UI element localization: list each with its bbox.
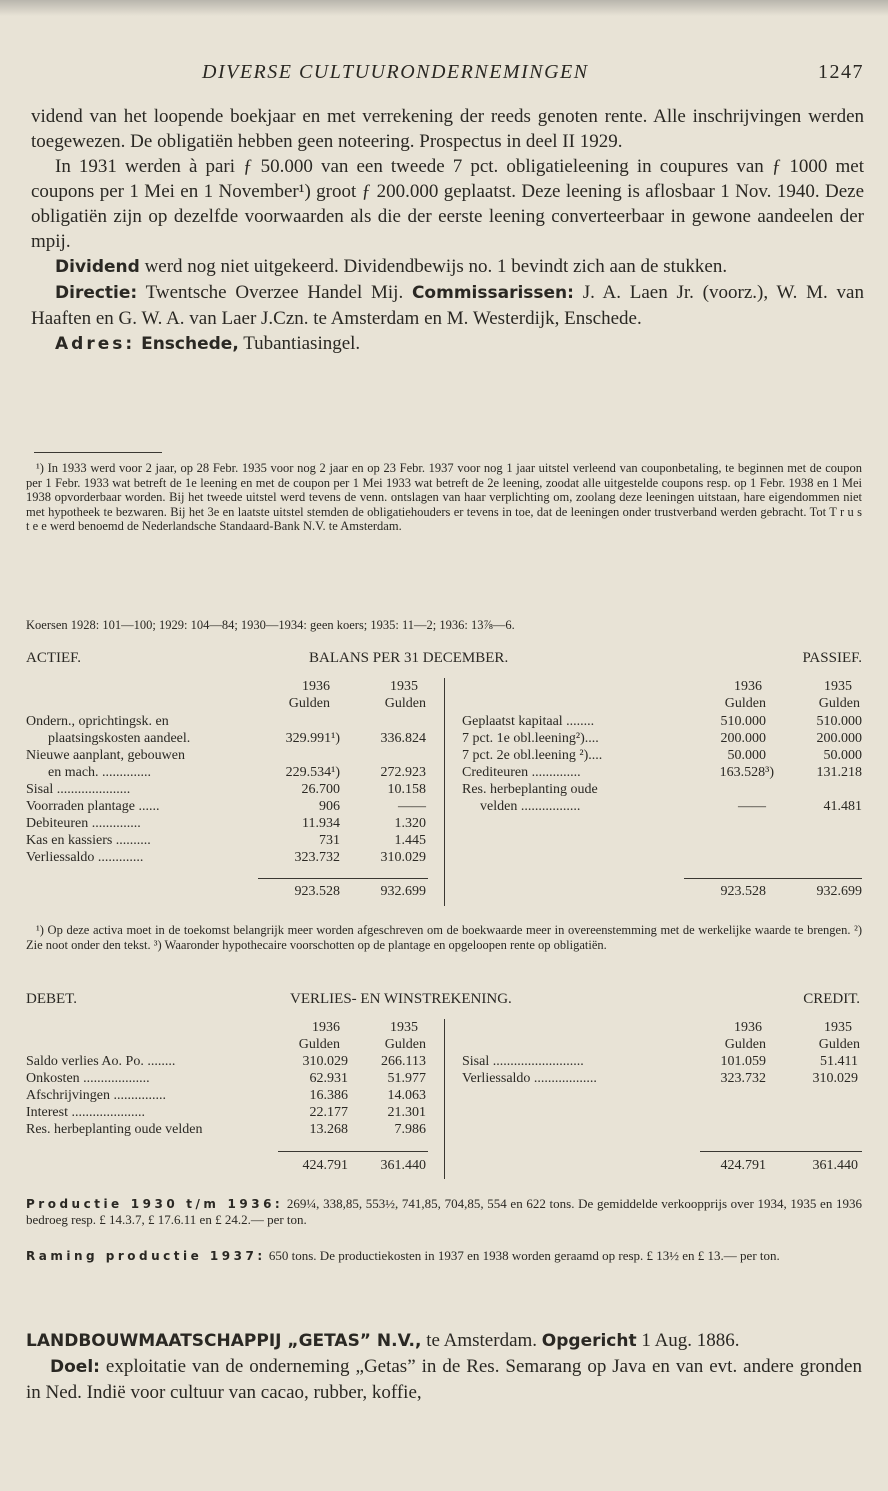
- credit-year-1935: 1935: [824, 1020, 852, 1035]
- page-number: 1247: [818, 61, 864, 83]
- passief-row-label: 7 pct. 2e obl.leening ²)....: [462, 748, 603, 763]
- commissarissen-label: Commissarissen:: [411, 283, 574, 303]
- adres-text: Tubantiasingel.: [238, 333, 361, 354]
- actief-total-rule: [258, 878, 428, 879]
- credit-total-1935: 361.440: [812, 1158, 858, 1173]
- profit-loss-account: [0, 991, 888, 1181]
- paragraph-dividend: [31, 254, 864, 280]
- dividend-label: Dividend: [55, 257, 140, 277]
- actief-row-label: Kas en kassiers ..........: [26, 833, 151, 848]
- intro-text: [31, 104, 864, 357]
- productie-label: Productie 1930 t/m 1936:: [26, 1197, 284, 1211]
- credit-row-value-1936: 101.059: [720, 1054, 766, 1069]
- running-title: DIVERSE CULTUURONDERNEMINGEN: [202, 61, 589, 83]
- footnote-rule: [34, 452, 162, 453]
- passief-heading: PASSIEF.: [802, 650, 862, 666]
- koersen-text: Koersen 1928: 101—100; 1929: 104—84; 1930—1934: geen koers; 1935: 11—2; 1936: 13⅞—6.: [26, 618, 515, 632]
- debet-unit-1935: Gulden: [384, 1037, 426, 1052]
- debet-row-value-1935: 21.301: [387, 1105, 426, 1120]
- actief-row-label: en mach. ..............: [48, 765, 152, 780]
- paragraph-directie: [31, 280, 864, 331]
- adres-city: Enschede,: [135, 334, 239, 354]
- debet-row-label: Interest .....................: [26, 1105, 145, 1120]
- raming-text: 650 tons. De productiekosten in 1937 en 1938 worden geraamd op resp. £ 13½ en £ 13.— per ton.: [265, 1248, 780, 1263]
- debet-year-1935: 1935: [390, 1020, 418, 1035]
- passief-row-value-1935: 131.218: [816, 765, 862, 780]
- paragraph-second-loan: In 1931 werden à pari ƒ 50.000 van een tweede 7 pct. obligatieleening in coupures van ƒ 1000 met coupons per 1 Mei en 1 November¹) groot ƒ 200.000 geplaatst. Deze leening is aflosbaar 1 Nov. 1940. Deze obligatiën zijn op dezelfde voorwaarden als die der eerste leening converteerbaar in gewone aandeelen der mpij.: [31, 156, 864, 252]
- actief-total-1935: 932.699: [380, 884, 426, 899]
- raming-line: [26, 1248, 862, 1264]
- actief-row-label: Sisal .....................: [26, 782, 131, 797]
- actief-heading: ACTIEF.: [26, 650, 82, 666]
- passief-unit-1936: Gulden: [724, 696, 766, 711]
- debet-unit-1936: Gulden: [298, 1037, 340, 1052]
- balance-divider: [444, 678, 445, 906]
- passief-total-rule: [684, 878, 862, 879]
- credit-total-rule: [700, 1151, 862, 1152]
- productie-text: 269¼, 338,85, 553½, 741,85, 704,85, 554 en 622 tons. De gemiddelde verkoopprijs over 1934, 1935 en 1936 bedroeg resp. £ 14.3.7, £ 17.6.11 en £ 24.2.— per ton.: [26, 1196, 862, 1227]
- actief-row-value-1935: 10.158: [387, 782, 426, 797]
- credit-year-1936: 1936: [734, 1020, 762, 1035]
- balance-sheet: [0, 650, 888, 910]
- actief-unit-1935: Gulden: [384, 696, 426, 711]
- credit-row-value-1935: 310.029: [812, 1071, 858, 1086]
- actief-row-value-1935: 1.445: [394, 833, 426, 848]
- getas-section: [26, 1328, 862, 1405]
- debet-row-value-1935: 266.113: [381, 1054, 426, 1069]
- dividend-text: werd nog niet uitgekeerd. Dividendbewijs no. 1 bevindt zich aan de stukken.: [139, 256, 728, 277]
- passief-year-1935: 1935: [824, 679, 852, 694]
- actief-row-label: Voorraden plantage ......: [26, 799, 160, 814]
- credit-heading: CREDIT.: [803, 991, 860, 1007]
- doel-text: exploitatie van de onderneming „Getas” in de Res. Semarang op Java en van evt. andere gronden in Ned. Indië voor cultuur van cacao, rubber, koffie,: [26, 1356, 862, 1403]
- passief-row-value-1936: 50.000: [727, 748, 766, 763]
- debet-row-value-1936: 16.386: [309, 1088, 348, 1103]
- debet-row-value-1936: 13.268: [309, 1122, 348, 1137]
- paragraph-prospectus: vidend van het loopende boekjaar en met verrekening der reeds genoten rente. Alle inschrijvingen werden toegewezen. De obligatiën hebben geen noteering. Prospectus in deel II 1929.: [31, 106, 864, 152]
- doel-label: Doel:: [50, 1357, 100, 1377]
- passief-row-label: 7 pct. 1e obl.leening²)....: [462, 731, 599, 746]
- opgericht-text: 1 Aug. 1886.: [636, 1330, 740, 1351]
- profit-loss-divider: [444, 1019, 445, 1179]
- getas-name: LANDBOUWMAATSCHAPPIJ „GETAS” N.V.,: [26, 1331, 422, 1351]
- passief-row-label: velden .................: [480, 799, 581, 814]
- actief-year-1935: 1935: [390, 679, 418, 694]
- profit-loss-heading: VERLIES- EN WINSTREKENING.: [290, 991, 512, 1007]
- scan-edge: [0, 0, 888, 16]
- debet-total-1935: 361.440: [380, 1158, 426, 1173]
- actief-row-value-1936: 229.534¹): [285, 765, 340, 780]
- debet-year-1936: 1936: [312, 1020, 340, 1035]
- actief-row-value-1936: 731: [319, 833, 340, 848]
- debet-total-1936: 424.791: [302, 1158, 348, 1173]
- actief-row-label: Verliessaldo .............: [26, 850, 144, 865]
- adres-label: Adres:: [55, 334, 136, 354]
- passief-row-value-1935: 50.000: [823, 748, 862, 763]
- passief-row-label: Res. herbeplanting oude: [462, 782, 598, 797]
- actief-row-value-1936: 323.732: [294, 850, 340, 865]
- passief-row-value-1936: 200.000: [720, 731, 766, 746]
- footnote-coupons: [26, 461, 862, 534]
- debet-row-value-1935: 14.063: [387, 1088, 426, 1103]
- debet-row-value-1936: 310.029: [302, 1054, 348, 1069]
- debet-heading: DEBET.: [26, 991, 77, 1007]
- passief-row-label: Crediteuren ..............: [462, 765, 581, 780]
- paragraph-adres: [31, 331, 864, 357]
- koersen-line: [26, 618, 862, 633]
- passief-total-1936: 923.528: [720, 884, 766, 899]
- passief-row-value-1936: ——: [738, 799, 766, 814]
- credit-row-label: Sisal ..........................: [462, 1054, 584, 1069]
- actief-row-value-1936: 26.700: [301, 782, 340, 797]
- footnote-activa-text: ¹) Op deze activa moet in de toekomst belangrijk meer worden afgeschreven om de boekwaarde meer in overeenstemming met de werkelijke waarde te brengen. ²) Zie noot onder den tekst. ³) Waaronder hypothecaire voorschotten op de plantage en opgeloopen rente op obligatiën.: [26, 923, 862, 952]
- footnote-coupons-text: ¹) In 1933 werd voor 2 jaar, op 28 Febr. 1935 voor nog 2 jaar en op 23 Febr. 1937 voor nog 1 jaar uitstel verleend van couponbetaling, te beginnen met de coupon per 1 Febr. 1933 wat betreft de 1e leening en met de coupon per 1 Mei 1933 wat betreft de 2e leening, zoodat alle uitgestelde coupons resp. op 1 Febr. 1938 en 1 Mei 1938 opvorderbaar worden. Bij het tweede uitstel werd tevens de venn. ontslagen van haar verplichting om, zoolang deze leeningen uitstaan, hare eigendommen niet met hypotheek te bezwaren. Bij het 3e en laatste uitstel stemden de obligatiehouders er tevens in toe, dat de leeningen onder trustverband werden gebracht. Tot T r u s t e e werd benoemd de Nederlandsche Standaard-Bank N.V. te Amsterdam.: [26, 461, 862, 533]
- actief-row-value-1936: 906: [319, 799, 340, 814]
- actief-row-label: Debiteuren ..............: [26, 816, 141, 831]
- opgericht-label: Opgericht: [541, 1331, 637, 1351]
- actief-row-value-1935: ——: [398, 799, 426, 814]
- directie-text: Twentsche Overzee Handel Mij.: [137, 282, 412, 303]
- actief-unit-1936: Gulden: [288, 696, 330, 711]
- actief-row-label: plaatsingskosten aandeel.: [48, 731, 191, 746]
- passief-row-value-1935: 510.000: [816, 714, 862, 729]
- passief-total-1935: 932.699: [816, 884, 862, 899]
- debet-row-value-1935: 7.986: [394, 1122, 426, 1137]
- credit-unit-1935: Gulden: [818, 1037, 860, 1052]
- debet-row-label: Res. herbeplanting oude velden: [26, 1122, 203, 1137]
- productie-line: [26, 1196, 862, 1227]
- passief-row-value-1936: 163.528³): [719, 765, 774, 780]
- debet-total-rule: [278, 1151, 428, 1152]
- actief-row-label: Nieuwe aanplant, gebouwen: [26, 748, 185, 763]
- actief-row-value-1935: 1.320: [394, 816, 426, 831]
- credit-row-value-1936: 323.732: [720, 1071, 766, 1086]
- credit-row-label: Verliessaldo ..................: [462, 1071, 597, 1086]
- passief-unit-1935: Gulden: [818, 696, 860, 711]
- passief-row-label: Geplaatst kapitaal ........: [462, 714, 595, 729]
- getas-doel: [26, 1354, 862, 1405]
- credit-unit-1936: Gulden: [724, 1037, 766, 1052]
- actief-row-label: Ondern., oprichtingsk. en: [26, 714, 169, 729]
- directie-label: Directie:: [55, 283, 138, 303]
- getas-heading: [26, 1328, 862, 1354]
- actief-row-value-1935: 272.923: [380, 765, 426, 780]
- debet-row-label: Saldo verlies Ao. Po. ........: [26, 1054, 176, 1069]
- balance-heading: BALANS PER 31 DECEMBER.: [309, 650, 509, 666]
- passief-year-1936: 1936: [734, 679, 762, 694]
- actief-year-1936: 1936: [302, 679, 330, 694]
- credit-total-1936: 424.791: [720, 1158, 766, 1173]
- passief-row-value-1936: 510.000: [720, 714, 766, 729]
- actief-row-value-1935: 336.824: [380, 731, 426, 746]
- actief-row-value-1936: 329.991¹): [285, 731, 340, 746]
- debet-row-value-1936: 22.177: [309, 1105, 348, 1120]
- actief-row-value-1935: 310.029: [380, 850, 426, 865]
- debet-row-label: Onkosten ...................: [26, 1071, 150, 1086]
- getas-place: te Amsterdam.: [421, 1330, 542, 1351]
- passief-row-value-1935: 41.481: [823, 799, 862, 814]
- credit-row-value-1935: 51.411: [820, 1054, 858, 1069]
- actief-total-1936: 923.528: [294, 884, 340, 899]
- debet-row-value-1936: 62.931: [309, 1071, 348, 1086]
- debet-row-value-1935: 51.977: [387, 1071, 426, 1086]
- actief-row-value-1936: 11.934: [302, 816, 340, 831]
- commissarissen-text: J. A. Laen Jr. (voorz.), W. M. van Haaften en G. W. A. van Laer J.Czn. te Amsterdam en M. Westerdijk, Enschede.: [31, 282, 864, 329]
- raming-label: Raming productie 1937:: [26, 1249, 266, 1263]
- debet-row-label: Afschrijvingen ...............: [26, 1088, 166, 1103]
- footnote-activa: [26, 923, 862, 952]
- running-header: [0, 61, 888, 89]
- passief-row-value-1935: 200.000: [816, 731, 862, 746]
